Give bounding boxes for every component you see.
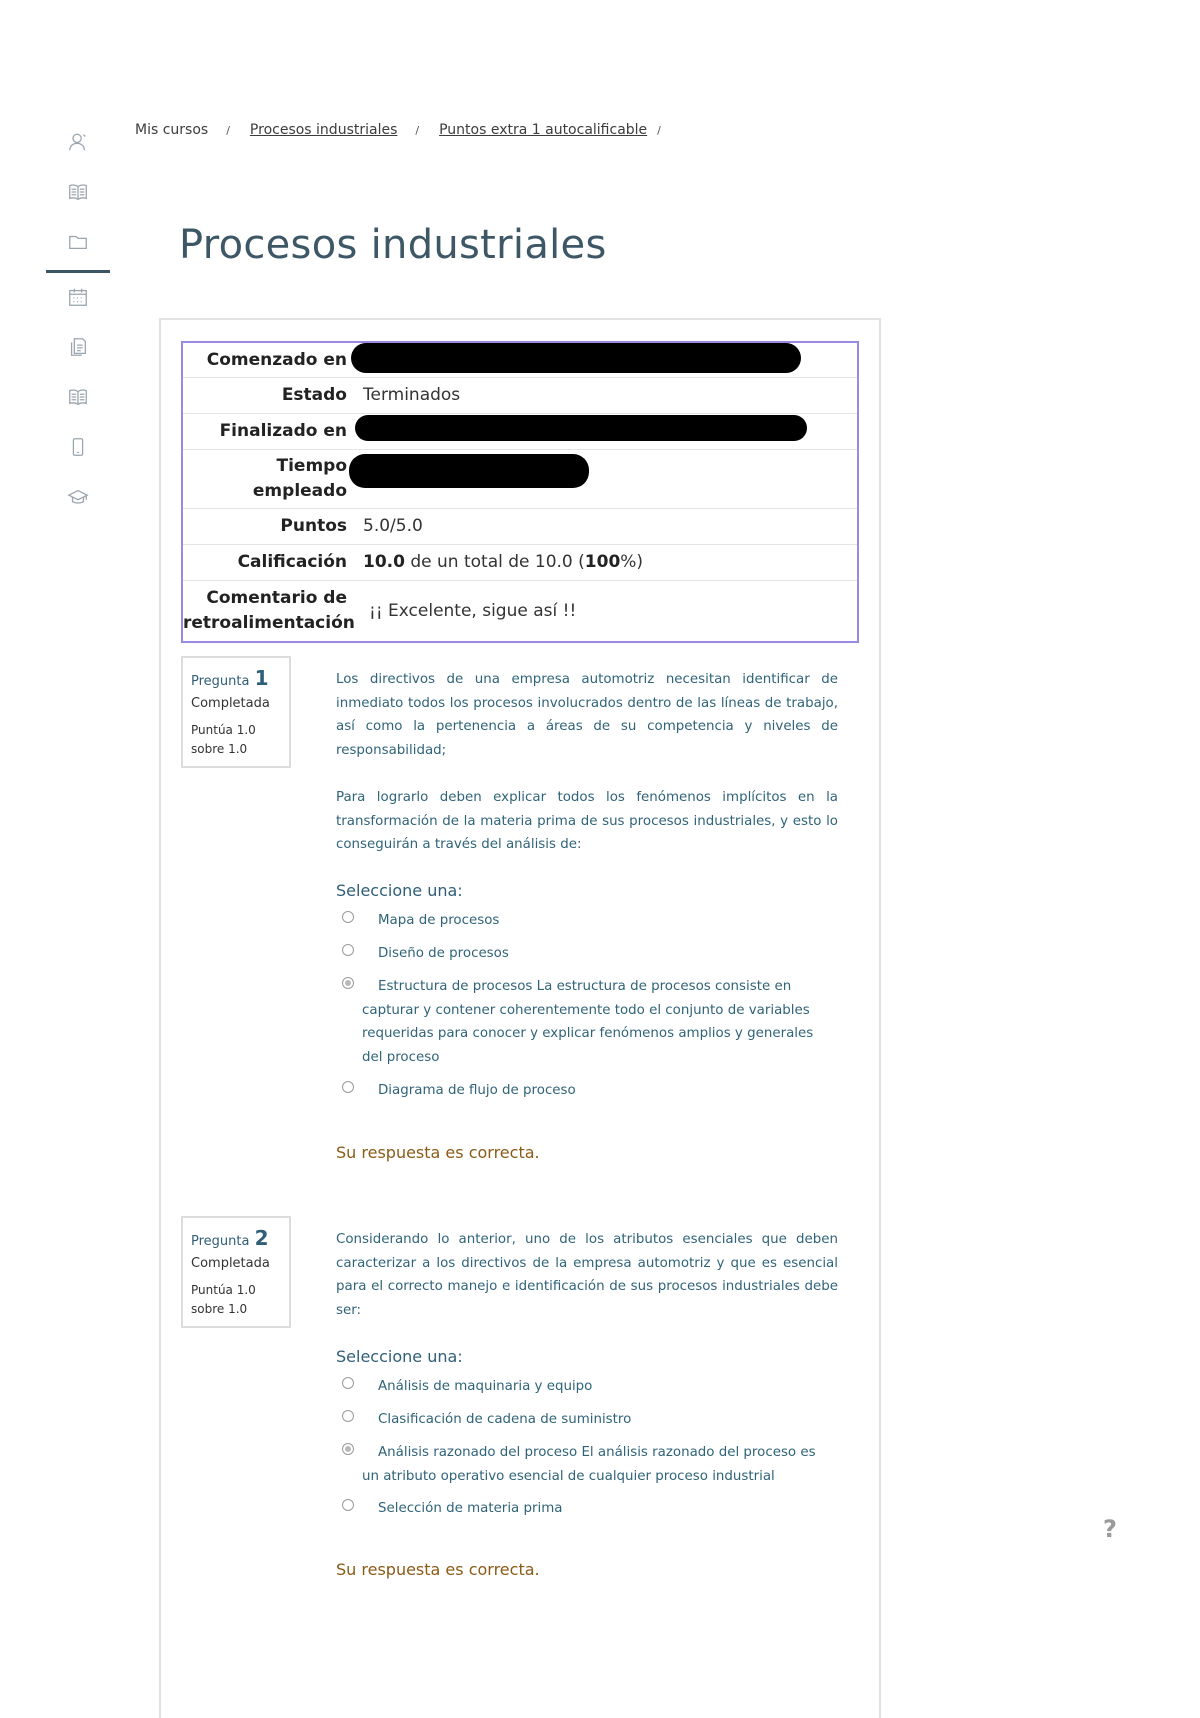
state-value: Terminados	[363, 385, 461, 405]
summary-row-state	[183, 378, 857, 414]
breadcrumb	[135, 122, 681, 138]
answer-option-selected[interactable]: Análisis razonado del proceso El análisis razonado del proceso es un atributo operativo esencial de cualquier proceso industrial	[342, 1441, 832, 1488]
state-label: Estado	[281, 385, 347, 405]
redacted-finish-date	[355, 415, 807, 441]
answer-option[interactable]: Clasificación de cadena de suministro	[342, 1408, 832, 1432]
feedback-value: ¡¡ Excelente, sigue así !!	[369, 600, 577, 621]
select-one-label: Seleccione una:	[336, 1347, 463, 1366]
breadcrumb-item-mis-cursos[interactable]: Mis cursos	[135, 122, 209, 138]
book-icon[interactable]	[46, 377, 110, 417]
radio-button[interactable]	[342, 1377, 354, 1389]
sidebar-active-indicator	[46, 270, 110, 273]
started-label: Comenzado en	[206, 349, 347, 370]
graduation-cap-icon[interactable]	[46, 477, 110, 517]
question-paragraph: Los directivos de una empresa automotriz necesitan identificar de inmediato todos los procesos involucrados dentro de las líneas de trabajo, así como la pertenencia a áreas de su competencia y niveles de responsabilidad;	[336, 672, 838, 758]
feedback-label: Comentario de retroalimentación	[183, 588, 355, 633]
radio-button[interactable]	[342, 1410, 354, 1422]
question-number: 1	[254, 666, 269, 690]
question-state: Completada	[191, 1256, 270, 1271]
question-info-2	[181, 1216, 291, 1328]
points-value: 5.0/5.0	[363, 516, 423, 536]
grade-value: 10.0 de un total de 10.0 (100%)	[363, 552, 644, 572]
answer-option[interactable]: Mapa de procesos	[342, 909, 832, 933]
radio-button-checked[interactable]	[342, 1443, 354, 1455]
question-score: Puntúa 1.0 sobre 1.0	[191, 723, 256, 756]
finished-label: Finalizado en	[219, 421, 347, 441]
grade-label: Calificación	[237, 552, 347, 572]
radio-button[interactable]	[342, 1499, 354, 1511]
book-icon[interactable]	[46, 172, 110, 212]
answer-option-selected[interactable]: Estructura de procesos La estructura de procesos consiste en capturar y contener coherentemente todo el conjunto de variables requeridas para conocer y explicar fenómenos amplios y generales del proceso	[342, 975, 832, 1069]
points-label: Puntos	[280, 516, 347, 536]
question-text-2	[336, 1228, 838, 1346]
question-label: Pregunta	[191, 674, 250, 689]
answer-feedback: Su respuesta es correcta.	[336, 1143, 540, 1162]
select-one-label: Seleccione una:	[336, 881, 463, 900]
question-info-1	[181, 656, 291, 768]
folder-icon[interactable]	[46, 222, 110, 262]
summary-row-grade	[183, 545, 857, 581]
question-number: 2	[254, 1226, 269, 1250]
user-icon[interactable]	[46, 122, 110, 162]
radio-button-checked[interactable]	[342, 977, 354, 989]
question-paragraph: Considerando lo anterior, uno de los atributos esenciales que deben caracterizar a los directivos de la empresa automotriz y que es esencial para el correcto manejo e identificación de sus procesos industriales debe ser:	[336, 1232, 838, 1318]
page-title: Procesos industriales	[179, 222, 607, 268]
calendar-icon[interactable]	[46, 277, 110, 317]
question-label: Pregunta	[191, 1234, 250, 1249]
answer-option[interactable]: Análisis de maquinaria y equipo	[342, 1375, 832, 1399]
documents-icon[interactable]	[46, 327, 110, 367]
question-state: Completada	[191, 696, 270, 711]
summary-row-feedback	[183, 581, 857, 641]
time-label: Tiempo empleado	[252, 456, 347, 501]
redacted-start-date	[351, 343, 801, 373]
attempt-summary-table	[181, 341, 859, 643]
breadcrumb-item-course[interactable]: Procesos industriales	[249, 122, 398, 138]
summary-row-finished	[183, 414, 857, 450]
breadcrumb-separator: /	[226, 123, 230, 137]
summary-row-points	[183, 509, 857, 545]
redacted-time-spent	[349, 454, 589, 488]
radio-button[interactable]	[342, 1081, 354, 1093]
answer-option[interactable]: Diagrama de flujo de proceso	[342, 1079, 832, 1103]
answer-option[interactable]: Diseño de procesos	[342, 942, 832, 966]
summary-row-time	[183, 450, 857, 509]
breadcrumb-separator: /	[415, 123, 420, 137]
answer-option[interactable]: Selección de materia prima	[342, 1497, 832, 1521]
breadcrumb-item-quiz[interactable]: Puntos extra 1 autocalificable	[439, 122, 648, 138]
breadcrumb-separator: /	[657, 123, 661, 137]
question-score: Puntúa 1.0 sobre 1.0	[191, 1283, 256, 1316]
question-mark-icon[interactable]: ?	[1103, 1515, 1117, 1543]
radio-button[interactable]	[342, 944, 354, 956]
mobile-icon[interactable]	[46, 427, 110, 467]
summary-row-started	[183, 343, 857, 378]
question-text-1	[336, 668, 838, 881]
answer-feedback: Su respuesta es correcta.	[336, 1560, 540, 1579]
question-paragraph: Para lograrlo deben explicar todos los fenómenos implícitos en la transformación de la materia prima de sus procesos industriales, y esto lo conseguirán a través del análisis de:	[336, 790, 838, 852]
radio-button[interactable]	[342, 911, 354, 923]
